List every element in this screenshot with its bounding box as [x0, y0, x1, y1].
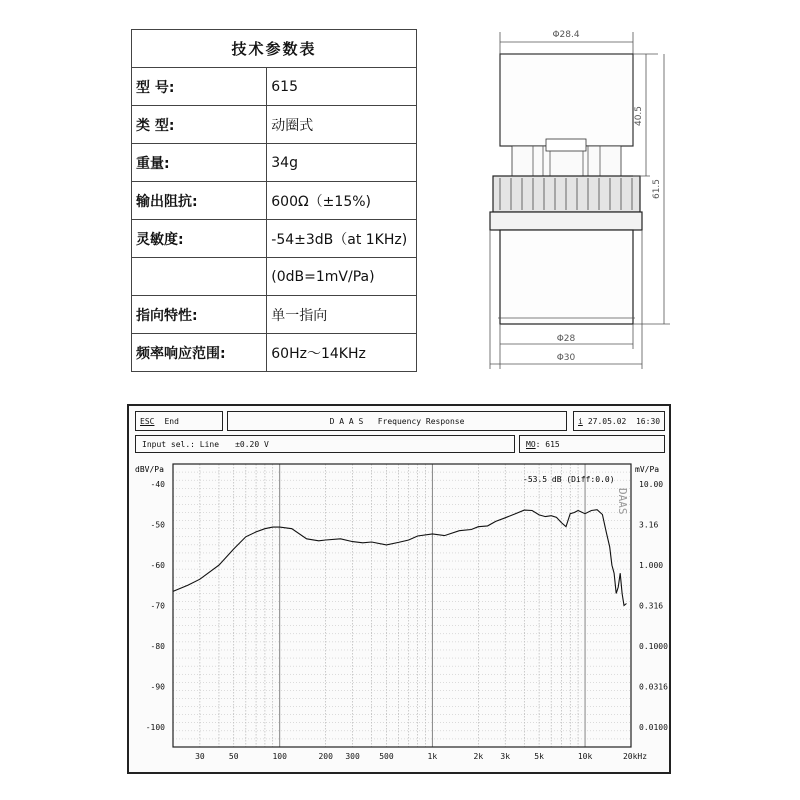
response-curve: [173, 510, 627, 606]
x-tick-label: 10k: [577, 752, 593, 761]
esc-label: End: [164, 416, 179, 426]
spec-row: [132, 106, 417, 144]
x-tick-label: 3k: [500, 752, 511, 761]
dim-right-outer-label: 61.5: [652, 178, 662, 200]
spec-key: 频率响应范围:: [132, 334, 267, 372]
dim-top-label: Φ28.4: [552, 30, 580, 40]
spec-value: (0dB=1mV/Pa): [267, 258, 417, 296]
x-tick-label: 30: [195, 752, 205, 761]
dim-right-inner-label: 40.5: [634, 105, 644, 127]
spec-row: [132, 334, 417, 372]
right-tick-label: 0.0100: [639, 722, 668, 732]
spec-value: 60Hz～14KHz: [267, 334, 417, 372]
chart-grid: [173, 464, 631, 747]
spec-value: 615: [267, 68, 417, 106]
x-tick-label: 200: [318, 752, 333, 761]
dim-bottom-inner-label: Φ28: [556, 334, 576, 344]
esc-key: ESC: [140, 416, 155, 426]
spec-key: 指向特性:: [132, 296, 267, 334]
y-tick-label: -40: [150, 480, 165, 490]
spec-key: 输出阻抗:: [132, 182, 267, 220]
x-tick-label: 1k: [427, 752, 438, 761]
plot-frame: [173, 464, 631, 747]
spec-value: 600Ω（±15%): [267, 182, 417, 220]
x-tick-label: 20kHz: [622, 752, 648, 761]
spec-key: 型 号:: [132, 68, 267, 106]
level-readout: -53.5 dB (Diff:0.0): [523, 475, 615, 484]
x-tick-label: 100: [272, 752, 287, 761]
input-label: Input sel.: Line: [142, 439, 220, 449]
mo-value: 615: [545, 439, 560, 449]
mo-box[interactable]: MO : 615: [519, 435, 665, 453]
spec-key: 灵敏度:: [132, 220, 267, 258]
spec-key: [132, 258, 267, 296]
left-axis-unit: dBV/Pa: [135, 465, 164, 474]
datetime: 27.05.02 16:30: [587, 416, 661, 426]
spec-value: 34g: [267, 144, 417, 182]
y-tick-label: -100: [145, 722, 165, 732]
right-tick-label: 10.00: [639, 480, 664, 490]
x-tick-label: 50: [228, 752, 239, 761]
x-tick-label: 300: [345, 752, 360, 761]
right-tick-label: 1.000: [639, 561, 664, 571]
spec-key: 重量:: [132, 144, 267, 182]
right-axis-unit: mV/Pa: [635, 465, 660, 474]
capsule-ribbed-collar: [493, 176, 640, 212]
x-tick-label: 2k: [473, 752, 484, 761]
spec-row: [132, 68, 417, 106]
info-icon[interactable]: i: [578, 416, 583, 426]
spec-table: [131, 29, 417, 372]
spec-table-title: 技术参数表: [132, 30, 417, 68]
x-tick-label: 500: [379, 752, 394, 761]
y-tick-label: -60: [150, 561, 165, 571]
mo-key: MO: [526, 439, 536, 449]
dim-bottom-outer-label: Φ30: [556, 353, 576, 363]
daas-watermark: DAAS: [616, 488, 629, 515]
spec-key: 类 型:: [132, 106, 267, 144]
right-tick-label: 0.0316: [639, 682, 668, 692]
capsule-body: [500, 230, 633, 324]
right-tick-label: 0.1000: [639, 641, 668, 651]
daas-window: [127, 404, 671, 774]
spec-value: 单一指向: [267, 296, 417, 334]
y-tick-label: -50: [150, 520, 165, 530]
y-tick-label: -80: [150, 641, 165, 651]
right-tick-label: 0.316: [639, 601, 664, 611]
y-tick-label: -70: [150, 601, 165, 611]
spec-row: [132, 182, 417, 220]
window-title: D A A S Frequency Response: [227, 411, 567, 431]
frequency-response-chart: [129, 406, 669, 772]
capsule-top-cap: [500, 54, 633, 146]
spec-row: [132, 296, 417, 334]
capsule-drawing: [488, 14, 678, 374]
spec-value: 动圈式: [267, 106, 417, 144]
spec-row: [132, 220, 417, 258]
spec-row: [132, 144, 417, 182]
x-tick-label: 5k: [534, 752, 544, 761]
spec-row: [132, 258, 417, 296]
spec-value: -54±3dB（at 1KHz): [267, 220, 417, 258]
right-tick-label: 3.16: [639, 520, 659, 530]
y-tick-label: -90: [150, 682, 165, 692]
input-level: ±0.20 V: [235, 439, 269, 449]
